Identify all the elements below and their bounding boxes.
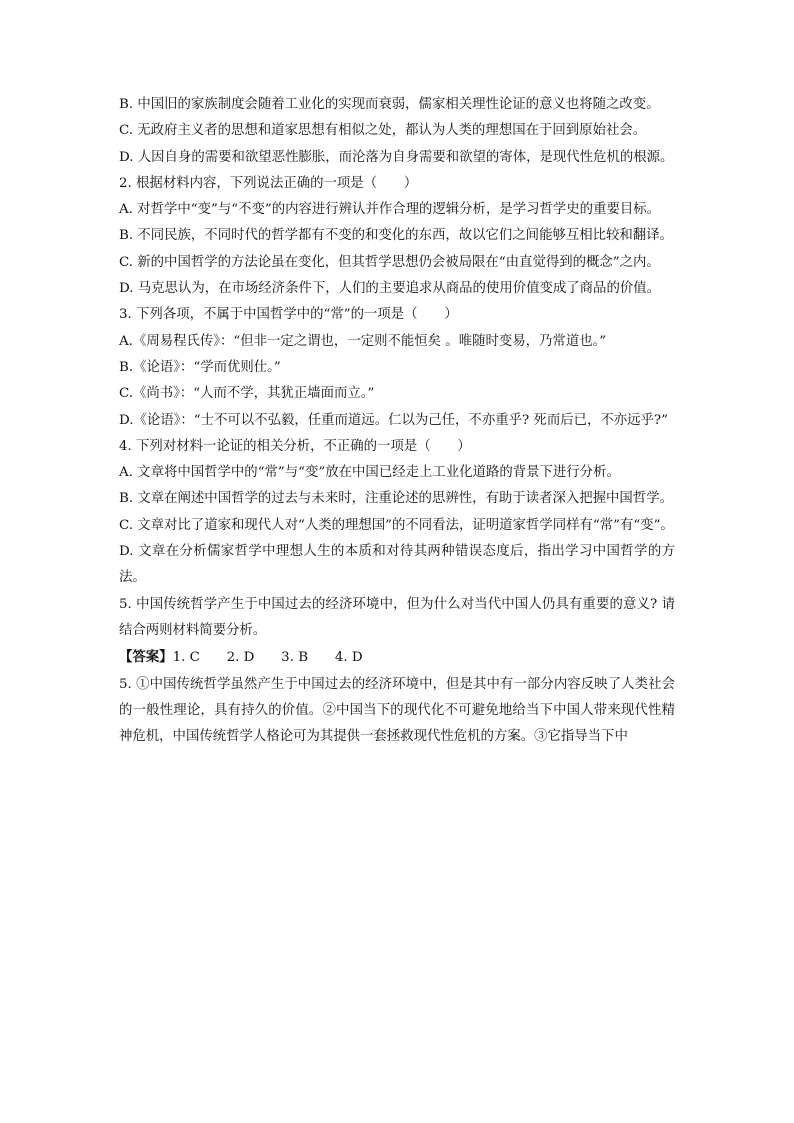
option-2d: D. 马克思认为，在市场经济条件下，人们的主要追求从商品的使用价值变成了商品的价值。 [119, 281, 661, 297]
option-4c: C. 文章对比了道家和现代人对“人类的理想国”的不同看法，证明道家哲学同样有“常”有“变”。 [119, 517, 674, 533]
option-1b: B. 中国旧的家族制度会随着工业化的实现而衰弱，儒家相关理性论证的意义也将随之改变。 [119, 97, 660, 112]
option-1c: C. 无政府主义者的思想和道家思想有相似之处，都认为人类的理想国在于回到原始社会。 [119, 123, 647, 139]
question-4: 4. 下列对材料一论证的相关分析，不正确的一项是（ ） [119, 438, 471, 454]
answer-label: 【答案】 [119, 649, 173, 666]
option-4b: B. 文章在阐述中国哲学的过去与未来时，注重论述的思辨性，有助于读者深入把握中国哲学。 [119, 491, 673, 507]
option-3c: C.《尚书》：“人而不学，其犹正墙面而立。” [119, 386, 375, 402]
question-3: 3. 下列各项，不属于中国哲学中的“常”的一项是（ ） [119, 307, 458, 323]
question-2: 2. 根据材料内容，下列说法正确的一项是（ ） [119, 175, 418, 191]
question-5: 5. 中国传统哲学产生于中国过去的经济环境中，但为什么对当代中国人仍具有重要的意义? 请结合两则材料简要分析。 [119, 596, 675, 638]
option-1d: D. 人因自身的需要和欲望恶性膨胀，而沦落为自身需要和欲望的寄体，是现代性危机的根源。 [119, 149, 674, 165]
option-4d: D. 文章在分析儒家哲学中理想人生的本质和对待其两种错误态度后，指出学习中国哲学的方法。 [119, 544, 675, 586]
answer-key [119, 644, 675, 671]
answer-items: 1. C 2. D 3. B 4. D [172, 650, 363, 666]
option-3d: D.《论语》：“士不可以不弘毅，任重而道远。仁以为己任，不亦重乎? 死而后已，不亦远乎?” [119, 412, 668, 428]
option-3b: B.《论语》：“学而优则仕。” [119, 359, 281, 375]
document-body [119, 92, 675, 750]
answer-explanation: 5. ①中国传统哲学虽然产生于中国过去的经济环境中，但是其中有一部分内容反映了人类社会的一般性理论，具有持久的价值。②中国当下的现代化不可避免地给当下中国人带来现代性精神危机，中国传统哲学人格论可为其提供一套拯救现代性危机的方案。③它指导当下中 [119, 676, 675, 745]
option-3a: A.《周易程氏传》：“但非一定之谓也，一定则不能恒矣 。唯随时变易，乃常道也。” [119, 333, 607, 349]
option-2a: A. 对哲学中“变”与“不变”的内容进行辨认并作合理的逻辑分析，是学习哲学史的重要目标。 [119, 202, 661, 218]
option-4a: A. 文章将中国哲学中的“常”与“变”放在中国已经走上工业化道路的背景下进行分析。 [119, 465, 620, 481]
option-2c: C. 新的中国哲学的方法论虽在变化，但其哲学思想仍会被局限在“由直觉得到的概念”之内。 [119, 254, 660, 270]
option-2b: B. 不同民族，不同时代的哲学都有不变的和变化的东西，故以它们之间能够互相比较和翻译。 [119, 228, 673, 244]
